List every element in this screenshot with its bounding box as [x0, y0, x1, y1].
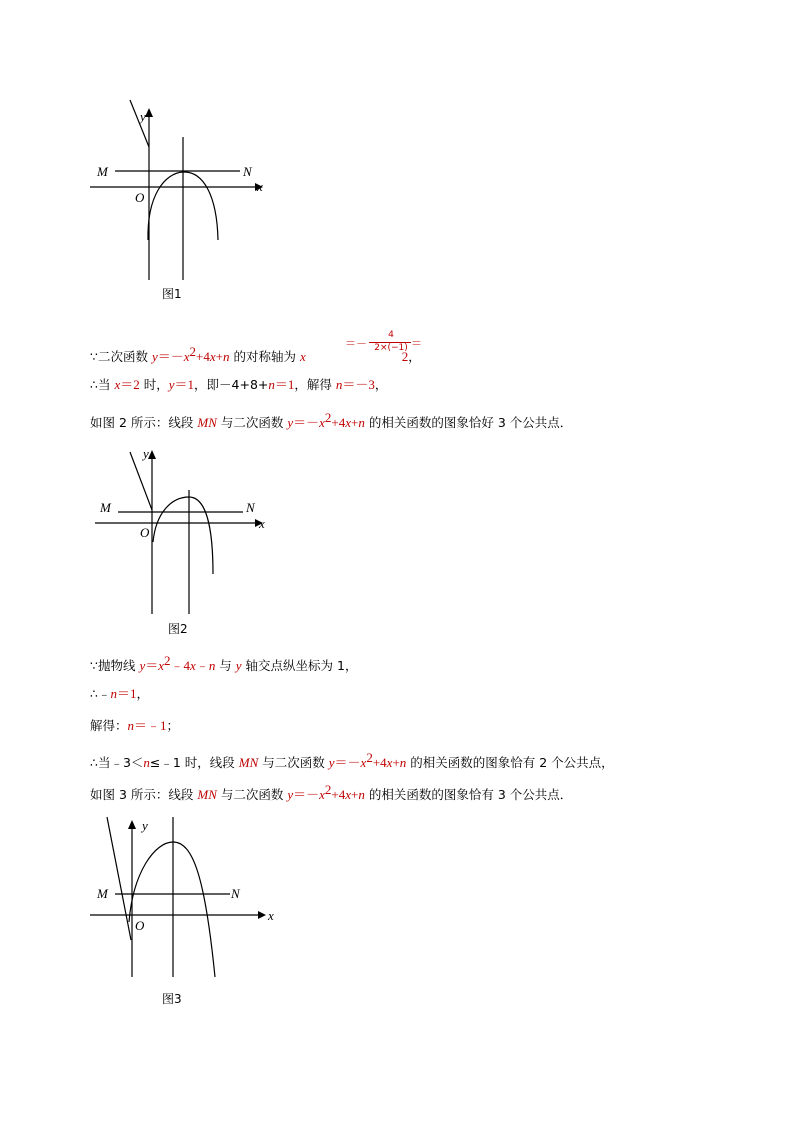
math: ＝1	[116, 686, 137, 701]
var: y	[168, 377, 175, 392]
figure-caption: 图2	[168, 622, 188, 636]
var: x	[299, 349, 306, 364]
n-label: N	[231, 886, 240, 901]
text: 的相关函数的图象恰有 3 个公共点．	[364, 787, 573, 802]
parabola-curve	[129, 842, 215, 977]
var: n	[143, 755, 150, 770]
text-line-1	[90, 343, 421, 366]
text: 的相关函数的图象恰有 2 个公共点，	[406, 755, 614, 770]
text-line-7	[90, 749, 614, 772]
x-axis-label: x	[268, 908, 274, 923]
exponent: 2	[189, 344, 197, 359]
exponent: 2	[324, 410, 332, 425]
var: y	[139, 658, 146, 673]
text: 如图 2 所示：线段	[90, 415, 198, 430]
math: ﹣	[195, 658, 209, 673]
var: x	[114, 377, 121, 392]
text: 与二次函数	[258, 755, 329, 770]
var: x	[345, 415, 352, 430]
text: ；	[166, 718, 180, 733]
origin-label: O	[135, 918, 145, 933]
text: ∵抛物线	[90, 658, 140, 673]
fraction-equals: ＝	[411, 337, 422, 350]
text: ∴当	[90, 377, 115, 392]
var: x	[183, 349, 190, 364]
y-axis-label: y	[142, 818, 148, 833]
text: 如图 3 所示：线段	[90, 787, 198, 802]
var: y	[235, 658, 242, 673]
x-axis-arrow	[258, 911, 266, 919]
fraction-numerator: 4	[388, 330, 394, 340]
x-axis-label: x	[259, 516, 265, 531]
var: x	[190, 658, 196, 673]
origin-label: O	[135, 190, 145, 205]
y-axis-label: y	[143, 446, 149, 461]
text-line-6	[90, 717, 179, 735]
text: ≤﹣1 时，线段	[149, 755, 239, 770]
var: x	[319, 787, 325, 802]
m-label: M	[100, 500, 111, 515]
fraction-equals-minus: ＝－	[345, 337, 367, 350]
math: +	[392, 755, 400, 770]
text: ，	[136, 686, 149, 701]
math: ＝	[145, 658, 159, 673]
fraction-denominator: 2×(−1)	[374, 343, 408, 353]
var: MN	[197, 787, 217, 802]
math: ﹣4	[170, 658, 191, 673]
text: ∴﹣	[90, 686, 111, 701]
var: x	[386, 755, 393, 770]
math: ＝－	[334, 755, 361, 770]
math: +	[215, 349, 223, 364]
m-label: M	[97, 164, 108, 179]
figure-2	[90, 442, 290, 642]
text: ，	[408, 349, 421, 364]
text: 与二次函数	[216, 415, 288, 430]
var: n	[399, 755, 407, 770]
var: x	[319, 415, 325, 430]
text-line-2	[90, 376, 387, 394]
var: y	[287, 787, 294, 802]
exponent: 2	[324, 782, 332, 797]
text: 轴交点纵坐标为 1，	[241, 658, 358, 673]
var: n	[208, 658, 216, 673]
math: ＝﹣1	[134, 718, 167, 733]
text: 解得：	[90, 718, 128, 733]
text: ，即－4+8+	[194, 377, 269, 392]
y-axis-label: y	[140, 109, 146, 124]
y-axis-arrow	[128, 820, 136, 829]
math: ＝－	[157, 349, 184, 364]
math: ＝－3	[342, 377, 375, 392]
text: ，解得	[294, 377, 336, 392]
text: ，	[374, 377, 388, 392]
figure-caption: 图3	[162, 992, 182, 1006]
var: n	[110, 686, 117, 701]
text-line-3	[90, 409, 572, 432]
n-label: N	[243, 164, 252, 179]
parabola-curve	[153, 497, 213, 574]
x-axis-label: x	[257, 179, 263, 194]
var: y	[151, 349, 158, 364]
text: 与	[215, 658, 236, 673]
math: ＝－	[293, 787, 320, 802]
m-label: M	[97, 886, 108, 901]
var: x	[158, 658, 165, 673]
text: 的对称轴为	[229, 349, 300, 364]
var: y	[328, 755, 335, 770]
var: n	[335, 377, 343, 392]
y-axis-arrow	[145, 108, 153, 117]
var: x	[345, 787, 352, 802]
math: +	[351, 787, 359, 802]
var: MN	[197, 415, 217, 430]
math: ＝1	[174, 377, 195, 392]
text-line-5	[90, 685, 149, 703]
text-line-4	[90, 652, 357, 675]
var: x	[360, 755, 367, 770]
math: 2	[401, 349, 409, 364]
var: MN	[238, 755, 259, 770]
n-label: N	[246, 500, 255, 515]
math: +	[351, 415, 359, 430]
math: +4	[331, 787, 346, 802]
math: ＝2	[120, 377, 140, 392]
figure-caption: 图1	[162, 287, 182, 301]
var: n	[127, 718, 135, 733]
origin-label: O	[140, 525, 150, 540]
text: 时，	[139, 377, 169, 392]
figure-1	[85, 95, 285, 310]
y-axis-arrow	[148, 450, 156, 459]
math: +4	[372, 755, 387, 770]
math: +4	[196, 349, 210, 364]
var: n	[358, 415, 365, 430]
var: n	[358, 787, 365, 802]
text: 的相关函数的图象恰好 3 个公共点．	[364, 415, 573, 430]
left-line	[107, 817, 131, 940]
text: ∵二次函数	[90, 349, 152, 364]
var: n	[222, 349, 230, 364]
var: y	[287, 415, 294, 430]
figure-3	[85, 812, 285, 1012]
text-line-8	[90, 781, 572, 804]
math: ＝1	[274, 377, 295, 392]
var: n	[268, 377, 275, 392]
text: ∴当﹣3＜	[90, 755, 144, 770]
text: 与二次函数	[216, 787, 288, 802]
var: x	[209, 349, 216, 364]
exponent: 2	[366, 750, 373, 765]
exponent: 2	[164, 653, 171, 668]
math: +4	[331, 415, 346, 430]
math: ＝－	[293, 415, 320, 430]
